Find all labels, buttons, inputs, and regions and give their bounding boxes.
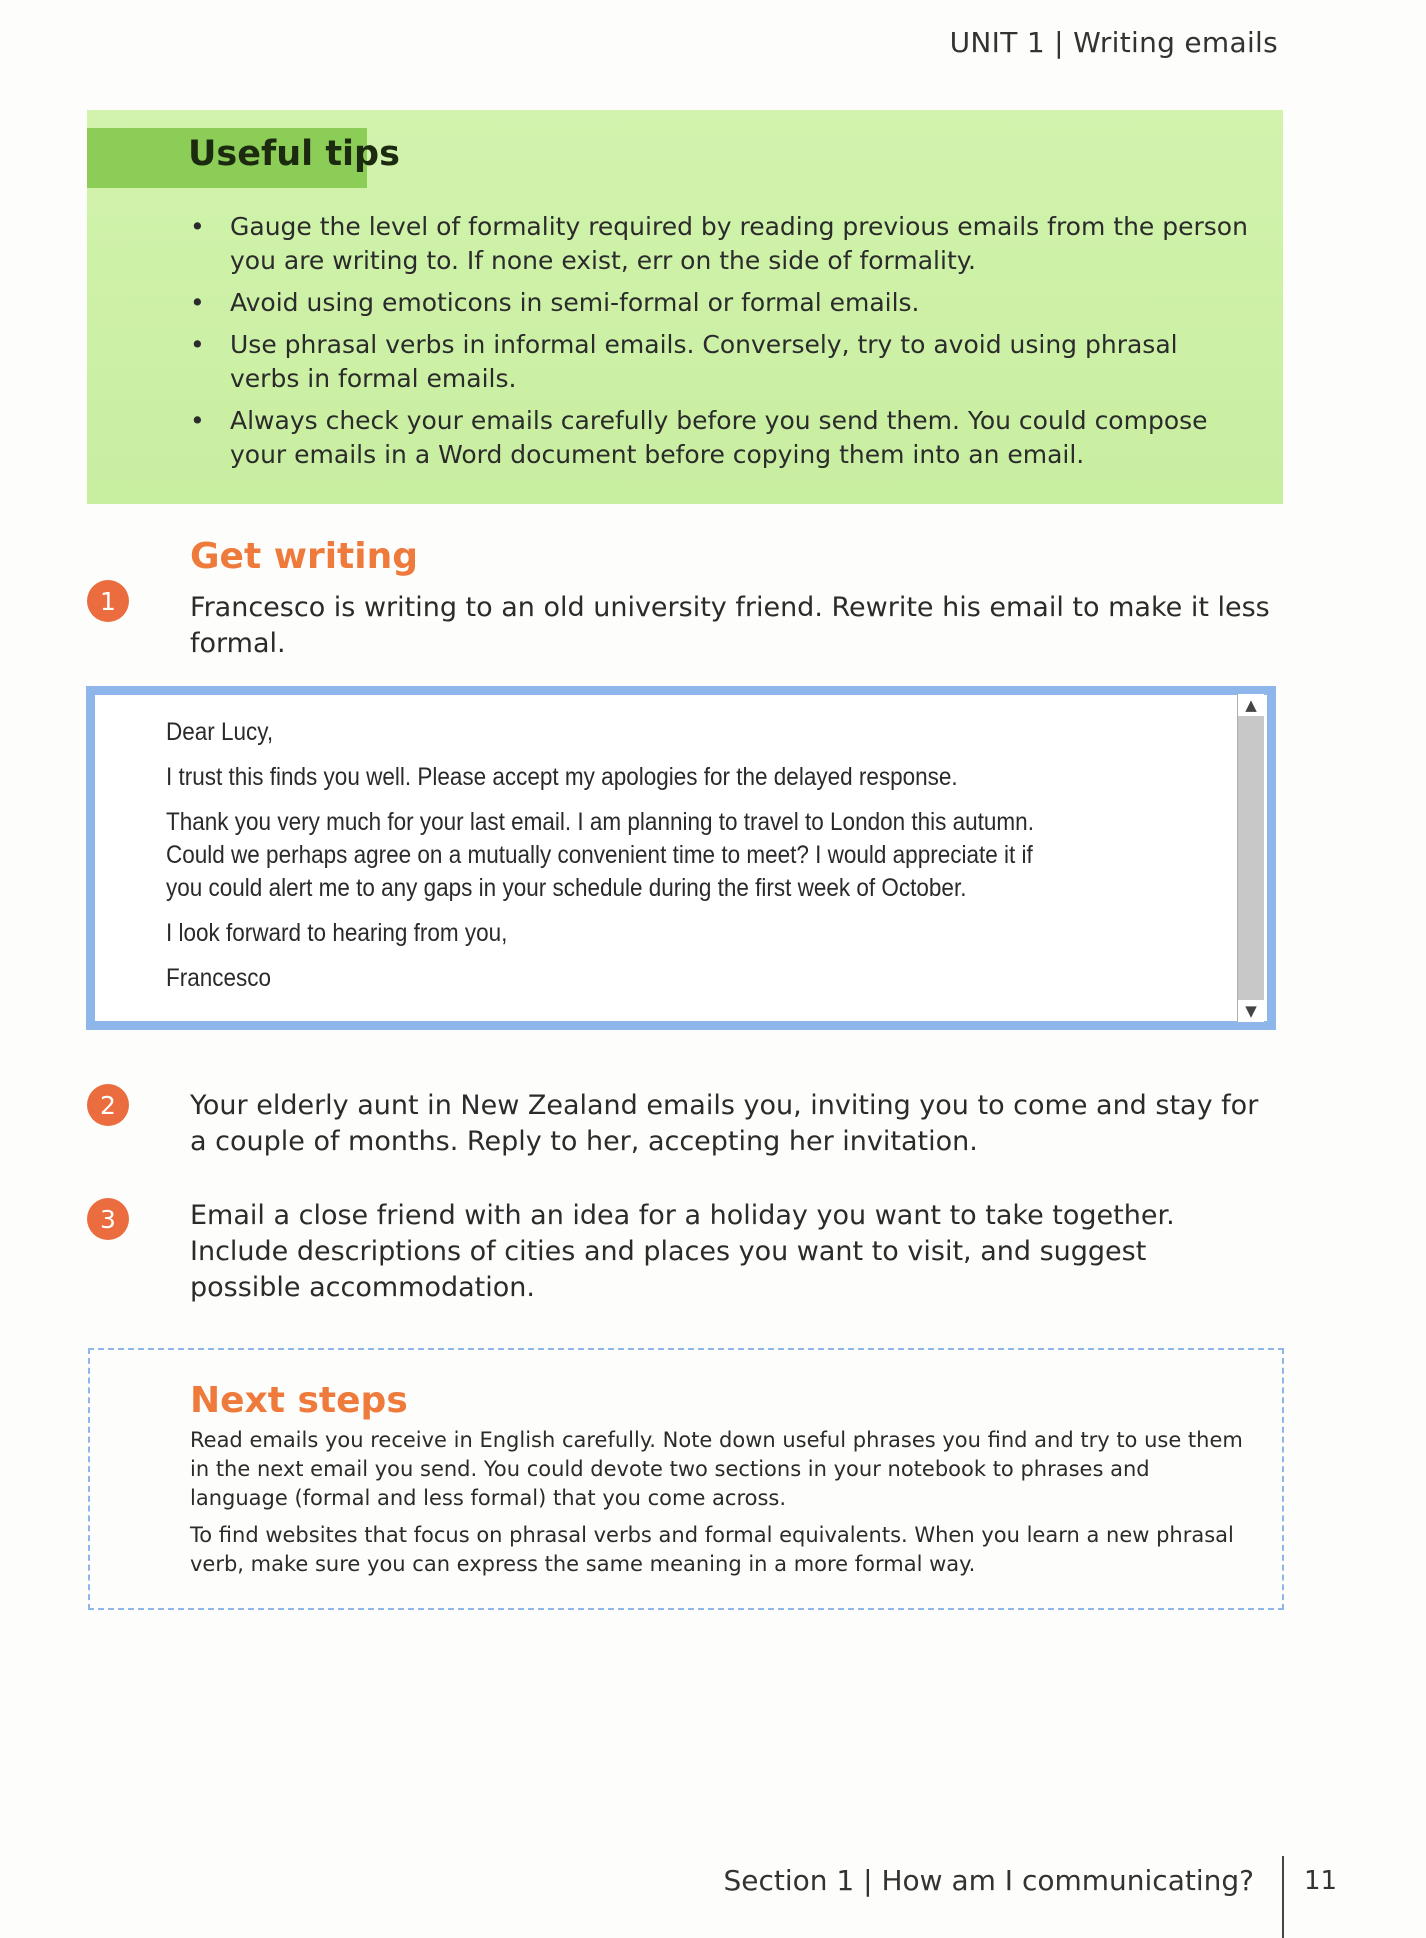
next-steps-paragraph-1: Read emails you receive in English carefully. Note down useful phrases you find and try to use them in the next email you send. You could devote two sections in your notebook to phrases and language (formal and less formal) that you come across.: [190, 1428, 1243, 1510]
email-scrollbar[interactable]: [1237, 694, 1264, 1022]
bullet-icon: •: [190, 212, 205, 241]
next-steps-paragraph-2: To find websites that focus on phrasal verbs and formal equivalents. When you learn a new phrasal verb, make sure you can express the same meaning in a more formal way.: [190, 1523, 1234, 1576]
running-head: UNIT 1 | Writing emails: [949, 26, 1278, 59]
bullet-icon: •: [190, 330, 205, 359]
task-number-2: 2: [87, 1084, 129, 1126]
tip-item: [190, 328, 1250, 396]
task-number-3: 3: [87, 1198, 129, 1240]
email-body: [166, 716, 1066, 1007]
next-steps-text: [190, 1426, 1250, 1587]
bullet-icon: •: [190, 288, 205, 317]
tip-item: [190, 404, 1250, 472]
section-footer: Section 1 | How am I communicating?: [723, 1864, 1254, 1897]
email-paragraph-1: I trust this finds you well. Please accept my apologies for the delayed response.: [166, 763, 958, 791]
email-greeting: Dear Lucy,: [166, 718, 274, 746]
tip-text: Always check your emails carefully before you send them. You could compose your emails in a Word document before copying them into an email.: [230, 406, 1208, 469]
email-signature: Francesco: [166, 964, 272, 992]
bullet-icon: •: [190, 406, 205, 435]
tip-text: Gauge the level of formality required by reading previous emails from the person you are writing to. If none exist, err on the side of formality.: [230, 212, 1248, 275]
task-2-text: Your elderly aunt in New Zealand emails you, inviting you to come and stay for a couple of months. Reply to her, accepting her invitation.: [190, 1090, 1259, 1157]
useful-tips-list: [190, 210, 1250, 480]
tip-text: Avoid using emoticons in semi-formal or formal emails.: [230, 288, 920, 317]
email-paragraph-2: Thank you very much for your last email. I am planning to travel to London this autumn. Could we perhaps agree on a mutually convenient time to meet? I would appreciate it if you could alert me to any gaps in your schedule during the first week of October.: [166, 808, 1034, 902]
tip-item: [190, 286, 1250, 320]
get-writing-heading: Get writing: [190, 536, 419, 577]
tip-item: [190, 210, 1250, 278]
useful-tips-title: Useful tips: [188, 134, 400, 174]
footer-divider: [1282, 1856, 1284, 1938]
tip-text: Use phrasal verbs in informal emails. Conversely, try to avoid using phrasal verbs in formal emails.: [230, 330, 1178, 393]
task-number-1: 1: [87, 580, 129, 622]
scroll-down-arrow-icon[interactable]: ▼: [1238, 1000, 1264, 1022]
task-3-text: Email a close friend with an idea for a holiday you want to take together. Include descriptions of cities and places you want to visit, and suggest possible accommodation.: [190, 1200, 1175, 1303]
task-1-text: Francesco is writing to an old university friend. Rewrite his email to make it less formal.: [190, 592, 1270, 659]
page-number: 11: [1304, 1866, 1338, 1896]
next-steps-heading: Next steps: [190, 1380, 408, 1421]
scroll-up-arrow-icon[interactable]: ▲: [1238, 694, 1264, 716]
email-closing: I look forward to hearing from you,: [166, 919, 508, 947]
